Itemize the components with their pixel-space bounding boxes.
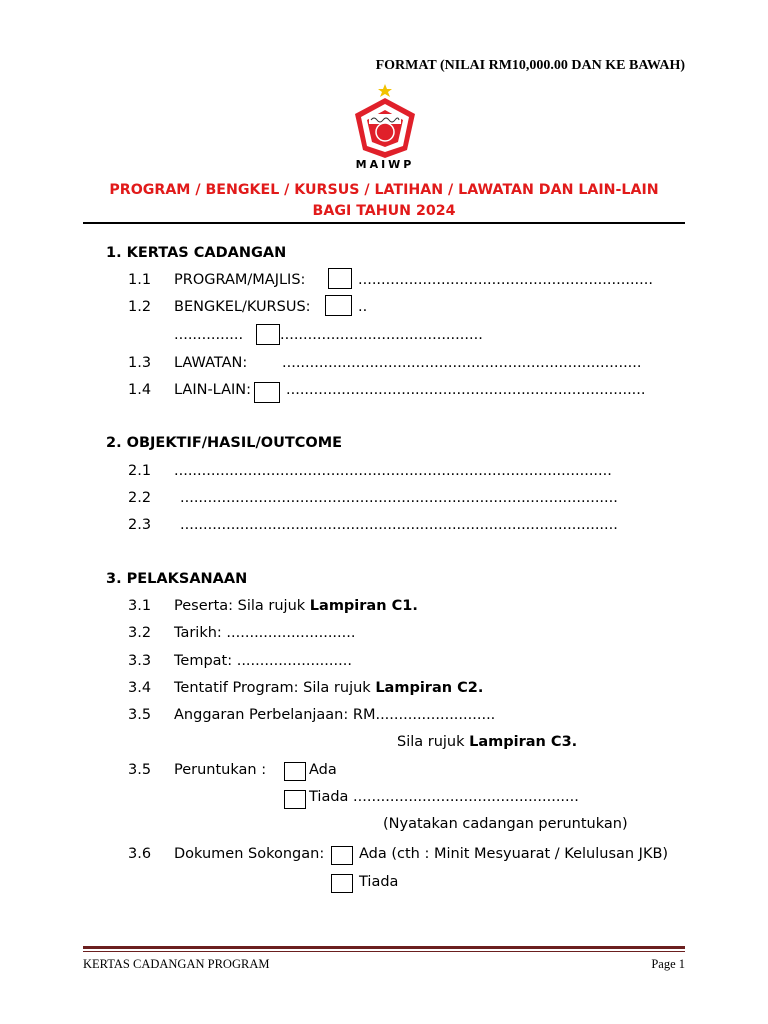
section-2-heading: 2. OBJEKTIF/HASIL/OUTCOME [106,435,343,451]
section-1-heading: 1. KERTAS CADANGAN [106,245,287,261]
item-1-3-dots: .............................................................................. [282,355,642,371]
item-3-3-text: Tempat: ......................... [174,653,352,669]
format-note: FORMAT (NILAI RM10,000.00 DAN KE BAWAH) [375,58,685,73]
item-1-1-num: 1.1 [128,272,152,288]
peruntukan-label: Peruntukan : [174,762,267,778]
item-1-4-label: LAIN-LAIN: [174,382,252,398]
checkbox-dokumen-ada[interactable] [331,846,353,865]
item-2-2-dots: ............................................................................................... [180,490,618,506]
item-3-6-num: 3.6 [128,846,152,862]
peruntukan-note: (Nyatakan cadangan peruntukan) [383,816,628,832]
header-divider [83,222,685,224]
anggaran-sub-text: Sila rujuk [397,734,470,750]
item-3-2-text: Tarikh: ............................ [174,625,356,641]
checkbox-peruntukan-tiada[interactable] [284,790,306,809]
anggaran-sub-ref: Lampiran C3. [469,734,578,750]
anggaran-sub [397,734,577,750]
logo-text: MAIWP [355,158,415,171]
item-1-4-dots: .............................................................................. [286,382,646,398]
peserta-ref: Lampiran C1. [309,598,418,614]
item-3-5-text: Anggaran Perbelanjaan: RM.......................... [174,707,496,723]
footer-rule-thick [83,946,685,949]
item-2-3-dots: ............................................................................................... [180,517,618,533]
item-3-1-num: 3.1 [128,598,152,614]
tentatif-ref: Lampiran C2. [375,680,484,696]
maiwp-logo [335,80,435,175]
footer-page-number: Page 1 [651,957,685,971]
checkbox-peruntukan-ada[interactable] [284,762,306,781]
item-1-2-num: 1.2 [128,299,152,315]
footer-left: KERTAS CADANGAN PROGRAM [83,957,270,971]
item-3-4-text [174,680,483,696]
tentatif-text: Tentatif Program: Sila rujuk [174,680,376,696]
item-2-1-dots: ............................................................................................... [174,463,612,479]
item-1-3-num: 1.3 [128,355,152,371]
footer-rule-thin [83,951,685,952]
item-3-1-text [174,598,418,614]
item-3-5-num: 3.5 [128,707,152,723]
item-3-2-num: 3.2 [128,625,152,641]
peruntukan-ada-label: Ada [309,762,337,778]
item-1-1-label: PROGRAM/MAJLIS: [174,272,306,288]
peruntukan-tiada-label: Tiada ................................................. [309,789,579,805]
dokumen-tiada-label: Tiada [359,874,399,890]
peserta-text: Peserta: Sila rujuk [174,598,310,614]
item-2-1-num: 2.1 [128,463,152,479]
item-3-4-num: 3.4 [128,680,152,696]
item-3-3-num: 3.3 [128,653,152,669]
item-2-2-num: 2.2 [128,490,152,506]
item-1-4-num: 1.4 [128,382,152,398]
item-1-2-dots: .. [358,299,368,315]
checkbox-dokumen-tiada[interactable] [331,874,353,893]
checkbox-lain-lain[interactable] [254,382,280,403]
checkbox-program-majlis[interactable] [328,268,352,289]
item-2-3-num: 2.3 [128,517,152,533]
dokumen-ada-label: Ada (cth : Minit Mesyuarat / Kelulusan JKB) [359,846,669,862]
checkbox-bengkel-kursus[interactable] [325,295,352,316]
title-line-1: PROGRAM / BENGKEL / KURSUS / LATIHAN / LAWATAN DAN LAIN-LAIN [109,182,659,198]
checkbox-bengkel-extra[interactable] [256,324,280,345]
title-line-2: BAGI TAHUN 2024 [312,203,456,219]
item-1-1-dots: ................................................................ [358,272,653,288]
item-3-5b-num: 3.5 [128,762,152,778]
item-1-3-label: LAWATAN: [174,355,248,371]
item-1-2-cont-before: ............... [174,327,244,343]
item-1-2-label: BENGKEL/KURSUS: [174,299,311,315]
dokumen-label: Dokumen Sokongan: [174,846,325,862]
section-3-heading: 3. PELAKSANAAN [106,571,248,587]
item-1-2-cont-after: ............................................ [280,327,483,343]
